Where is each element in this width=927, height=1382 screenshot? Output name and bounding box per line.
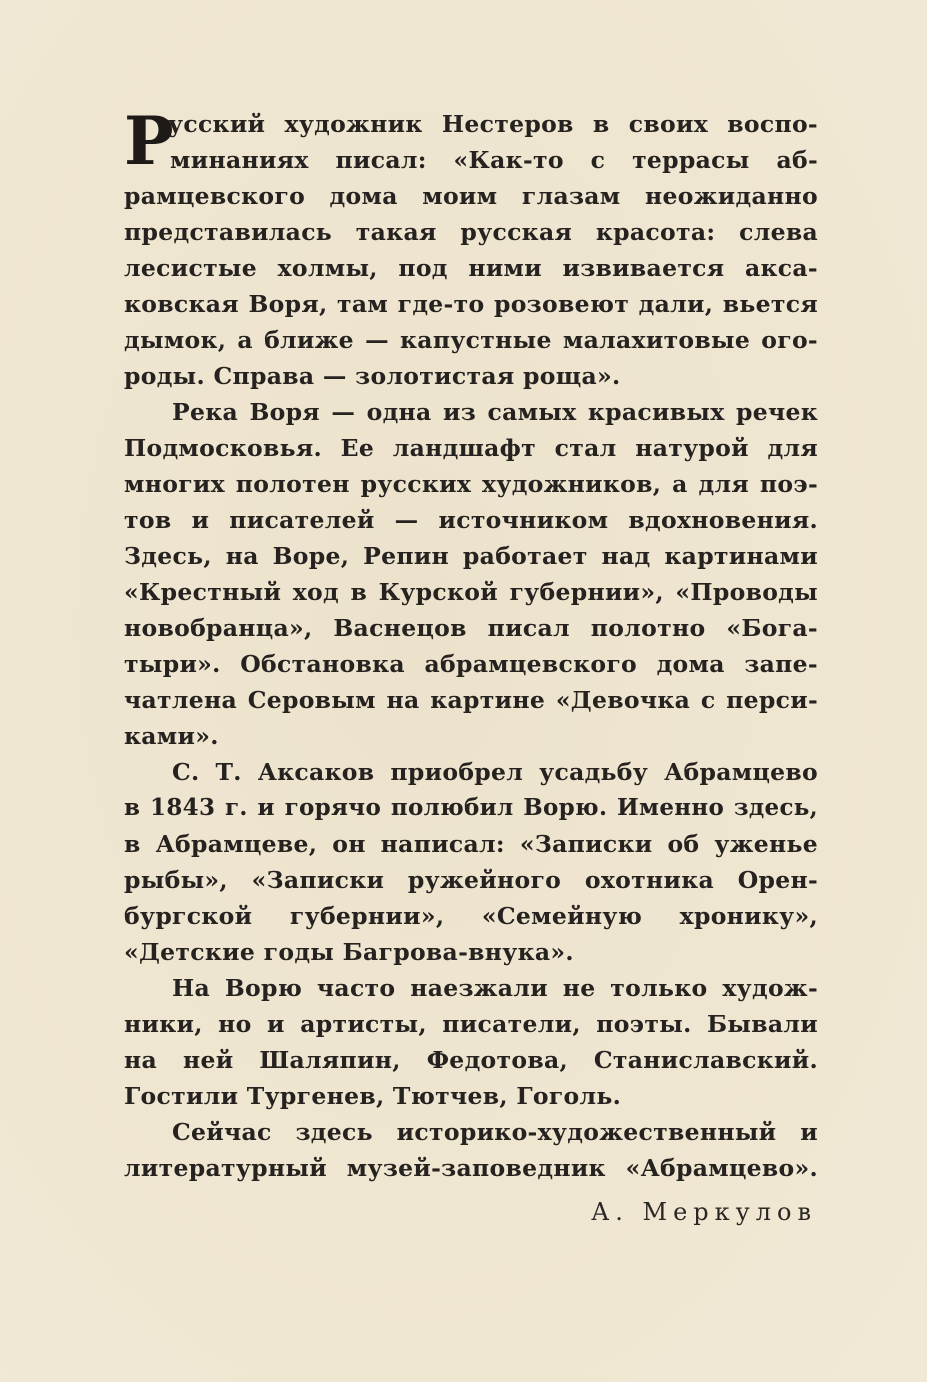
text-line: ники, но и артисты, писатели, поэты. Бывали <box>124 1010 818 1038</box>
text-line: литературный музей-заповедник «Абрамцево». <box>124 1154 818 1182</box>
paragraph-3 <box>124 754 818 970</box>
text-line: многих полотен русских художников, а для поэ- <box>124 470 818 498</box>
text-line: «Детские годы Багрова-внука». <box>124 938 574 966</box>
text-line: представилась такая русская красота: слева <box>124 218 818 246</box>
paragraph-4 <box>124 970 818 1114</box>
paragraph-5 <box>124 1114 818 1186</box>
text-line: чатлена Серовым на картине «Девочка с перси- <box>124 686 818 714</box>
text-line: Гостили Тургенев, Тютчев, Гоголь. <box>124 1082 622 1110</box>
text-line: новобранца», Васнецов писал полотно «Бога- <box>124 614 818 642</box>
text-line: ками». <box>124 722 219 750</box>
text-line: минаниях писал: «Как-то с террасы аб- <box>170 146 818 174</box>
article-text <box>124 102 818 1186</box>
text-line: Подмосковья. Ее ландшафт стал натурой для <box>124 434 818 462</box>
text-line: тов и писателей — источником вдохновения. <box>124 506 818 534</box>
text-line: рыбы», «Записки ружейного охотника Орен- <box>124 866 818 894</box>
text-line: бургской губернии», «Семейную хронику», <box>124 902 818 930</box>
paragraph-2 <box>124 394 818 754</box>
text-line: усский художник Нестеров в своих воспо- <box>168 110 818 138</box>
text-line: в Абрамцеве, он написал: «Записки об уженье <box>124 830 818 858</box>
author-signature: А. Меркулов <box>591 1198 817 1226</box>
text-line: рамцевского дома моим глазам неожиданно <box>124 182 818 210</box>
paragraph-1 <box>124 102 818 394</box>
text-line: Сейчас здесь историко-художественный и <box>172 1118 818 1146</box>
text-line: на ней Шаляпин, Федотова, Станиславский. <box>124 1046 818 1074</box>
text-line: Река Воря — одна из самых красивых речек <box>172 398 818 426</box>
text-line: С. Т. Аксаков приобрел усадьбу Абрамцево <box>172 758 818 786</box>
text-line: роды. Справа — золотистая роща». <box>124 362 621 390</box>
text-line: тыри». Обстановка абрамцевского дома запе- <box>124 650 818 678</box>
drop-cap: Р <box>124 102 174 180</box>
text-line: дымок, а ближе — капустные малахитовые ого- <box>124 326 818 354</box>
text-line: «Крестный ход в Курской губернии», «Проводы <box>124 578 818 606</box>
text-line: в 1843 г. и горячо полюбил Ворю. Именно здесь, <box>124 794 818 821</box>
text-line: На Ворю часто наезжали не только худож- <box>172 974 818 1002</box>
text-line: лесистые холмы, под ними извивается акса- <box>124 254 818 282</box>
text-line: Здесь, на Воре, Репин работает над картинами <box>124 542 818 570</box>
text-line: ковская Воря, там где-то розовеют дали, вьется <box>124 290 818 318</box>
